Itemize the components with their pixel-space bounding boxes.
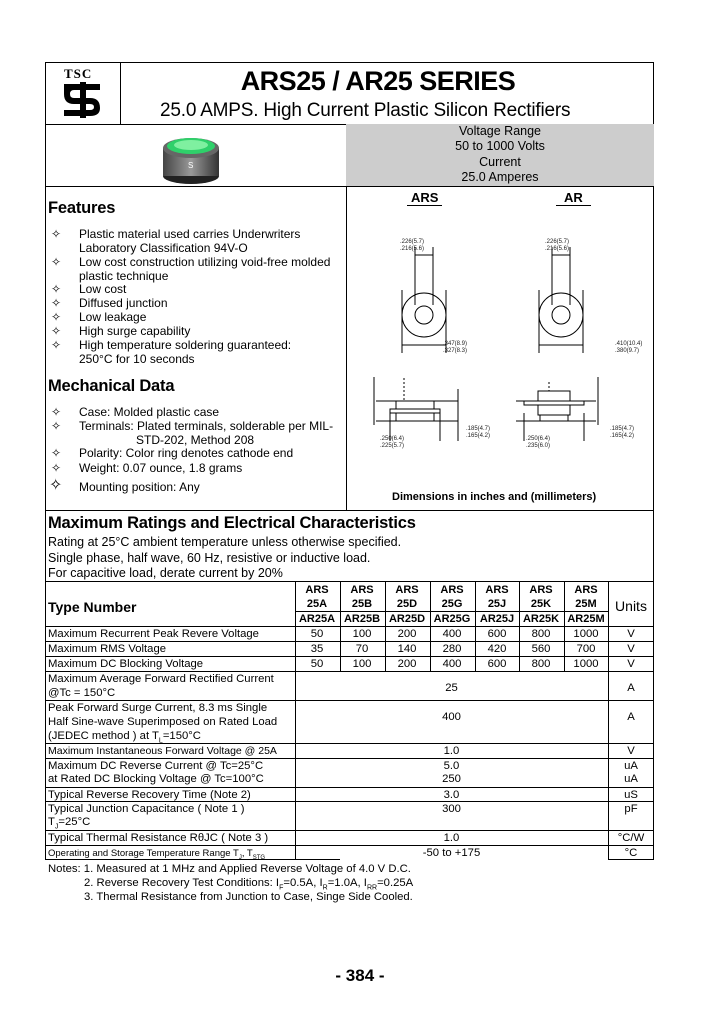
bullet-icon: ✧ [51, 419, 62, 433]
voltage-range-value: 50 to 1000 Volts [455, 139, 545, 153]
row-line [45, 641, 654, 642]
cell-value: 100 [352, 628, 372, 640]
cell-value: 700 [576, 643, 596, 655]
ratings-line-3: For capacitive load, derate current by 20% [48, 566, 283, 580]
mech-mounting: Mounting position: Any [79, 480, 200, 494]
bullet-icon: ✧ [51, 227, 62, 241]
col-header-ars: ARS [395, 584, 419, 596]
image-divider [45, 186, 654, 187]
feature-item: High temperature soldering guaranteed: [79, 338, 292, 352]
row-unit: uA [624, 760, 638, 772]
row-unit: V [627, 628, 635, 640]
header-bottom-line [45, 626, 654, 627]
note-2: 2. Reverse Recovery Test Conditions: $I_F=0.5A$, $I_R=1.0A$, $I_{RR}=0.25A$ [84, 877, 414, 892]
row-label: $T_J=25^\circ C$ [48, 816, 91, 831]
dim-ar-width2: .380(9.7) [615, 348, 640, 354]
col-header-ars: ARS [350, 584, 374, 596]
cell-value: 800 [531, 628, 551, 640]
section-divider [45, 510, 654, 511]
row-label: Peak Forward Surge Current, 8.3 ms Single [48, 702, 268, 714]
dim-ar-h: .185(4.7) [610, 426, 635, 432]
cell-value: 140 [397, 643, 417, 655]
page-subtitle: 25.0 AMPS. High Current Plastic Silicon Rectifiers [160, 100, 571, 121]
diagram-label-ar: AR [556, 190, 591, 206]
row-unit: °C [624, 847, 638, 859]
col-header-num: 25K [530, 598, 552, 610]
row-label: Typical Junction Capacitance ( Note 1 ) [48, 803, 245, 815]
col-header-ar: AR25K [522, 613, 560, 625]
cell-value: 300 [442, 803, 461, 815]
row-unit: pF [624, 803, 638, 815]
mech-weight: Weight: 0.07 ounce, 1.8 grams [79, 461, 243, 475]
row-unit: V [627, 658, 635, 670]
cell-value: 5.0 [443, 760, 460, 772]
col-header-num: 25J [487, 598, 507, 610]
cell-value: 280 [442, 643, 462, 655]
cell-value: 70 [355, 643, 369, 655]
current-label: Current [479, 155, 521, 169]
dim-ars-base: .250(6.4) [380, 436, 405, 442]
dim-ars-h: .185(4.7) [466, 426, 491, 432]
row-unit: uS [624, 789, 638, 801]
col-header-ar: AR25M [567, 613, 605, 625]
row-unit: V [627, 643, 635, 655]
feature-item: Plastic material used carries Underwriters [79, 227, 301, 241]
cell-value: -50 to +175 [422, 847, 481, 859]
type-number-label: Type Number [48, 599, 137, 615]
note-1: Notes: 1. Measured at 1 MHz and Applied Reverse Voltage of 4.0 V D.C. [48, 863, 411, 875]
mechanical-heading: Mechanical Data [48, 377, 175, 395]
bullet-icon: ✧ [51, 405, 62, 419]
bullet-icon: ✧ [51, 461, 62, 475]
cell-value: 600 [487, 628, 507, 640]
dim-ars-top2: .216(5.6) [400, 246, 425, 252]
cell-value: 800 [531, 658, 551, 670]
cell-value: 250 [442, 773, 461, 785]
product-photo [160, 130, 222, 186]
row-label: @Tc = 150°C [48, 687, 116, 699]
mech-terminals-2: STD-202, Method 208 [136, 433, 255, 447]
page-title: ARS25 / AR25 SERIES [240, 66, 516, 96]
feature-item: Diffused junction [79, 296, 168, 310]
row-label: Maximum Instantaneous Forward Voltage @ 25A [48, 745, 277, 757]
col-header-ar: AR25B [343, 613, 381, 625]
row-label: (JEDEC method ) at $T_L=150^\circ C$ [48, 730, 201, 745]
col-header-ars: ARS [440, 584, 464, 596]
units-label: Units [615, 598, 647, 614]
cell-value: 1000 [573, 628, 599, 640]
bullet-icon: ✧ [51, 296, 62, 310]
col-header-num: 25D [396, 598, 418, 610]
col-header-num: 25M [575, 598, 597, 610]
row-unit: A [627, 711, 635, 723]
cell-value: 400 [442, 711, 461, 723]
voltage-range-label: Voltage Range [458, 124, 541, 138]
row-label: Maximum DC Reverse Current @ Tc=25°C [48, 760, 264, 772]
row-label: Maximum Recurrent Peak Revere Voltage [48, 628, 259, 640]
cell-value: 3.0 [443, 789, 460, 801]
cell-value: 1000 [573, 658, 599, 670]
row-label: Typical Reverse Recovery Time (Note 2) [48, 789, 251, 801]
diagram-caption: Dimensions in inches and (millimeters) [392, 491, 597, 503]
col-header-ar: AR25J [479, 613, 515, 625]
col-header-num: 25G [441, 598, 463, 610]
row-unit: A [627, 682, 635, 694]
bullet-icon: ✧ [51, 338, 62, 352]
dim-ars-h2: .165(4.2) [466, 433, 491, 439]
logo-text: TSC [64, 66, 93, 81]
cell-value: 560 [531, 643, 551, 655]
bullet-icon: ✧ [51, 282, 62, 296]
col-header-ar: AR25D [388, 613, 426, 625]
cell-value: 200 [397, 658, 417, 670]
cell-value: 25 [445, 682, 458, 694]
bullet-icon: ✧ [49, 477, 63, 494]
dim-ar-base: .250(6.4) [526, 436, 551, 442]
row-unit: uA [624, 773, 638, 785]
bullet-icon: ✧ [51, 324, 62, 338]
feature-item: Low leakage [79, 310, 147, 324]
feature-item: Low cost construction utilizing void-free molded [79, 255, 331, 269]
product-mark: S [188, 161, 194, 170]
dim-ars-width: .347(8.9) [443, 341, 468, 347]
dim-ar-top: .226(5.7) [545, 239, 570, 245]
dim-ar-width: .410(10.4) [615, 341, 643, 347]
current-value: 25.0 Amperes [461, 170, 539, 184]
row-line [45, 656, 654, 657]
cell-value: 1.0 [443, 745, 460, 757]
row-unit: °C/W [617, 832, 645, 844]
col-header-ar: AR25G [433, 613, 471, 625]
feature-item: plastic technique [79, 268, 169, 283]
bullet-icon: ✧ [51, 446, 62, 460]
col-header-ar: AR25A [298, 613, 336, 625]
row-label: Maximum Average Forward Rectified Current [48, 673, 274, 685]
header-inner-line [295, 611, 608, 612]
note-3: 3. Thermal Resistance from Junction to Case, Singe Side Cooled. [84, 891, 413, 903]
cell-value: 50 [310, 628, 324, 640]
cell-value: 1.0 [443, 832, 460, 844]
col-header-ars: ARS [574, 584, 598, 596]
col-header-ars: ARS [485, 584, 509, 596]
mech-polarity: Polarity: Color ring denotes cathode end [79, 446, 294, 460]
dim-ars-base2: .225(5.7) [380, 443, 405, 449]
ratings-line-2: Single phase, half wave, 60 Hz, resistive or inductive load. [48, 551, 371, 565]
page-number: - 384 - [335, 966, 385, 985]
cell-value: 35 [310, 643, 324, 655]
features-heading: Features [48, 199, 116, 217]
mech-case: Case: Molded plastic case [79, 405, 220, 419]
col-header-num: 25A [306, 598, 328, 610]
feature-item: Laboratory Classification 94V-O [79, 240, 248, 255]
cell-value: 200 [397, 628, 417, 640]
cell-value: 420 [487, 643, 507, 655]
dim-ar-h2: .165(4.2) [610, 433, 635, 439]
row-label: Maximum DC Blocking Voltage [48, 658, 204, 670]
dim-ars-top: .226(5.7) [400, 239, 425, 245]
dim-ar-base2: .235(6.0) [526, 443, 551, 449]
bullet-icon: ✧ [51, 255, 62, 269]
col-header-ars: ARS [305, 584, 329, 596]
table-top-line [45, 581, 654, 582]
dim-ar-top2: .216(5.6) [545, 246, 570, 252]
row-label: Maximum RMS Voltage [48, 643, 167, 655]
bullet-icon: ✧ [51, 310, 62, 324]
feature-item: 250°C for 10 seconds [79, 351, 195, 366]
cell-value: 50 [310, 658, 324, 670]
cell-value: 400 [442, 658, 462, 670]
dim-ars-width2: .327(8.3) [443, 348, 468, 354]
ratings-heading: Maximum Ratings and Electrical Characteristics [48, 514, 416, 532]
cell-value: 600 [487, 658, 507, 670]
row-unit: V [627, 745, 635, 757]
row-label: Half Sine-wave Superimposed on Rated Load [48, 716, 278, 728]
row-label: Typical Thermal Resistance RθJC ( Note 3 ) [48, 832, 269, 844]
ratings-line-1: Rating at 25°C ambient temperature unless otherwise specified. [48, 535, 402, 549]
col-header-ars: ARS [529, 584, 553, 596]
diagram-label-ars: ARS [407, 190, 442, 206]
cell-value: 400 [442, 628, 462, 640]
cell-value: 100 [352, 658, 372, 670]
feature-item: Low cost [79, 282, 127, 296]
dimension-drawing [346, 205, 654, 495]
mech-terminals: Terminals: Plated terminals, solderable per MIL- [79, 419, 334, 433]
col-header-num: 25B [351, 598, 373, 610]
row-label: at Rated DC Blocking Voltage @ Tc=100°C [48, 773, 264, 785]
feature-item: High surge capability [79, 324, 191, 338]
row-label: Operating and Storage Temperature Range $T_J$, $T_{STG}$ [48, 848, 266, 861]
